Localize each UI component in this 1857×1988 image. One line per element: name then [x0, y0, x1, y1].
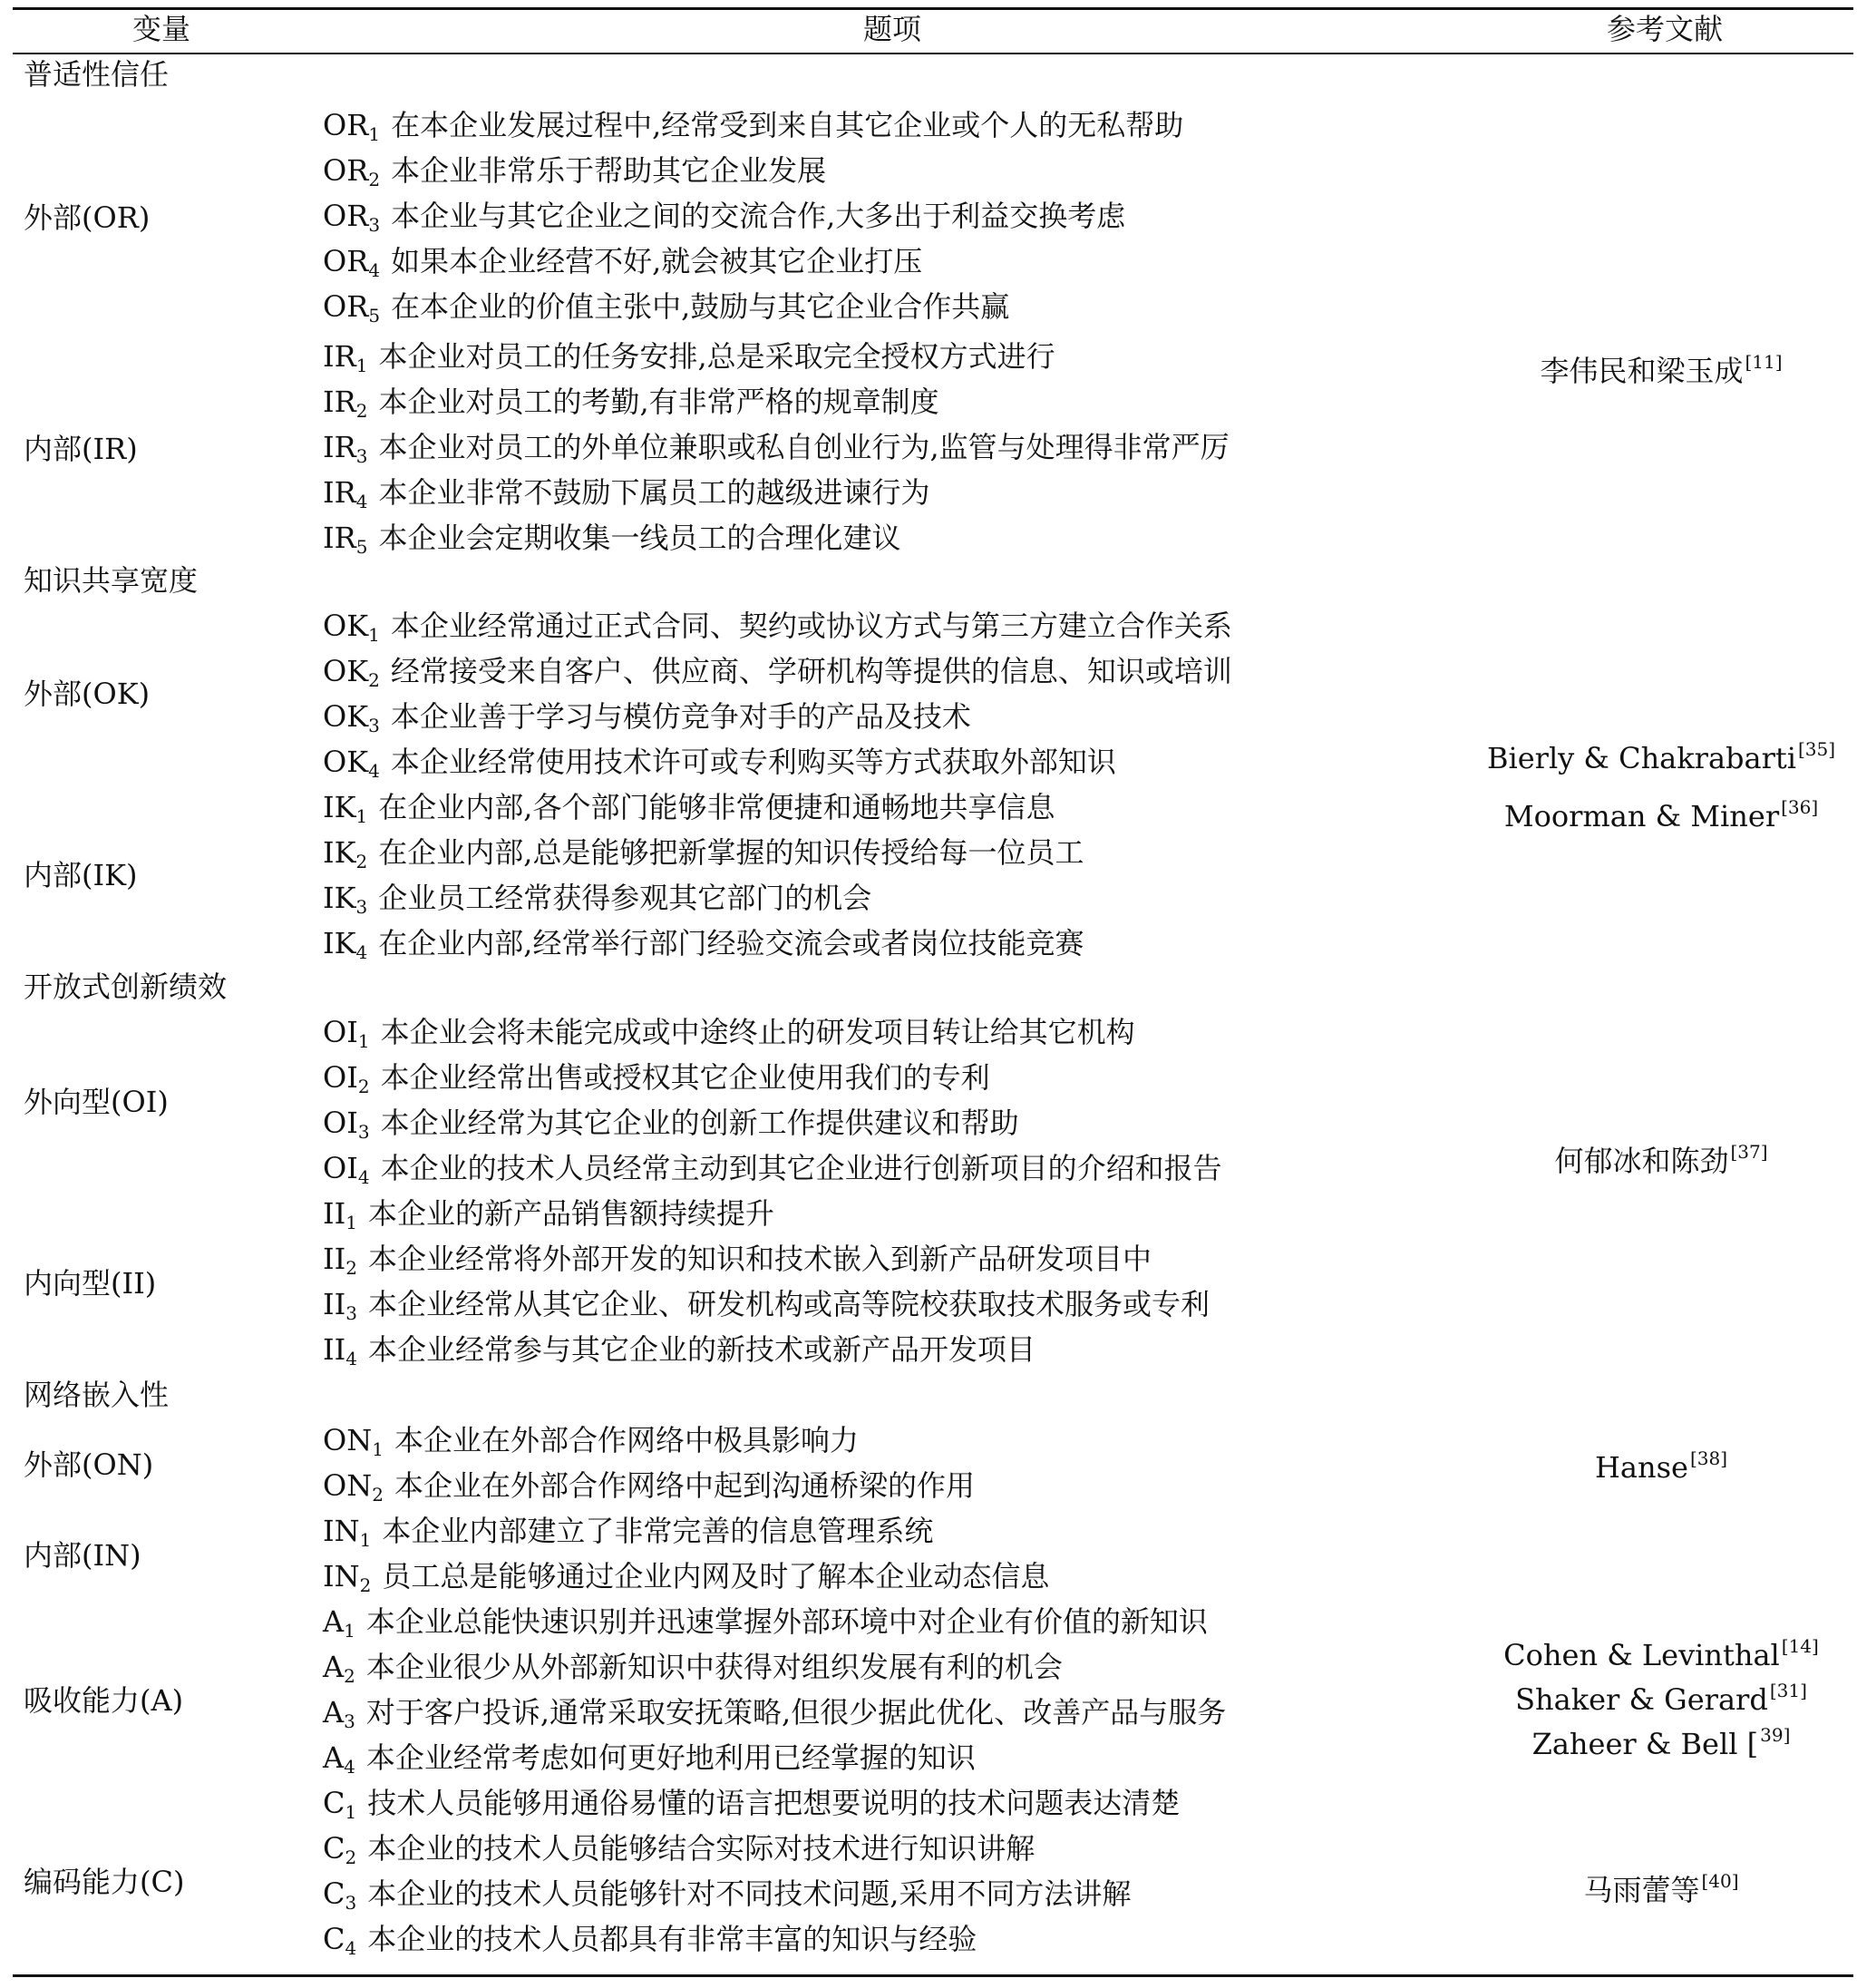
item-row	[323, 474, 929, 511]
item-text: 本企业与其它企业之间的交流合作,大多出于利益交换考虑	[391, 199, 1126, 233]
item-code-subscript: 1	[355, 805, 368, 827]
item-row	[323, 1513, 933, 1549]
item-code: A	[323, 1740, 345, 1775]
header-reference: 参考文献	[1606, 12, 1724, 46]
reference-entry	[1583, 1872, 1738, 1912]
item-code-subscript: 2	[368, 669, 380, 691]
item-code: IK	[323, 790, 356, 824]
item-code-subscript: 1	[368, 624, 380, 646]
item-code-subscript: 3	[368, 715, 380, 736]
item-text: 本企业会将未能完成或中途终止的研发项目转让给其它机构	[380, 1015, 1135, 1049]
item-code-subscript: 3	[357, 1121, 370, 1143]
item-code: OK	[323, 699, 369, 734]
item-code-subscript: 2	[345, 1257, 358, 1279]
item-code: ON	[323, 1468, 373, 1503]
item-code: OI	[323, 1015, 358, 1049]
item-row	[323, 1195, 774, 1232]
item-code: II	[323, 1332, 346, 1367]
item-code: IK	[323, 835, 356, 870]
reference-citation: 39]	[1760, 1724, 1791, 1746]
item-row	[323, 338, 1055, 375]
reference-citation: [38]	[1689, 1447, 1728, 1469]
item-code: II	[323, 1196, 346, 1231]
item-text: 本企业内部建立了非常完善的信息管理系统	[382, 1514, 934, 1548]
item-text: 本企业对员工的外单位兼职或私自创业行为,监管与处理得非常严厉	[378, 430, 1230, 464]
section-title: 知识共享宽度	[24, 563, 199, 598]
item-text: 本企业的技术人员经常主动到其它企业进行创新项目的介绍和报告	[380, 1151, 1222, 1185]
item-code: IR	[323, 385, 356, 419]
item-text: 本企业经常为其它企业的创新工作提供建议和帮助	[380, 1106, 1019, 1140]
item-code-subscript: 5	[355, 536, 368, 558]
reference-entry	[1540, 353, 1782, 393]
item-code-subscript: 4	[355, 941, 368, 963]
item-code-subscript: 4	[345, 1937, 357, 1959]
item-code: A	[323, 1695, 345, 1730]
item-code-subscript: 2	[357, 1076, 370, 1097]
item-code: A	[323, 1604, 345, 1639]
item-row	[323, 653, 1232, 689]
item-code-subscript: 4	[355, 491, 368, 512]
item-code: C	[323, 1922, 345, 1956]
item-row	[323, 1603, 1208, 1640]
reference-entry	[1487, 740, 1835, 780]
item-text: 在本企业发展过程中,经常受到来自其它企业或个人的无私帮助	[391, 108, 1184, 142]
reference-text: 马雨蕾等	[1583, 1873, 1700, 1907]
reference-entry	[1503, 1637, 1819, 1677]
item-code-subscript: 2	[372, 1484, 384, 1506]
item-code: C	[323, 1786, 345, 1820]
reference-entry	[1532, 1726, 1791, 1766]
item-code: C	[323, 1831, 345, 1866]
table-top-rule	[13, 7, 1853, 10]
item-row	[323, 384, 939, 420]
item-text: 本企业经常通过正式合同、契约或协议方式与第三方建立合作关系	[390, 609, 1232, 643]
item-row	[323, 789, 1055, 825]
item-row	[323, 744, 1116, 780]
dimension-label: 内部(IN)	[24, 1538, 141, 1573]
dimension-label: 编码能力(C)	[24, 1865, 185, 1899]
item-text: 本企业对员工的考勤,有非常严格的规章制度	[378, 385, 939, 419]
item-text: 本企业的新产品销售额持续提升	[368, 1196, 775, 1231]
reference-citation: [11]	[1745, 351, 1783, 373]
reference-entry	[1554, 1143, 1767, 1183]
reference-text: 何郁冰和陈劲	[1554, 1144, 1729, 1178]
item-text: 本企业经常使用技术许可或专利购买等方式获取外部知识	[390, 745, 1116, 779]
item-text: 在本企业的价值主张中,鼓励与其它企业合作共赢	[391, 289, 1010, 324]
item-code-subscript: 1	[359, 1529, 372, 1551]
item-code: IR	[323, 521, 356, 555]
item-text: 本企业非常乐于帮助其它企业发展	[391, 153, 827, 188]
item-code-subscript: 3	[368, 214, 381, 236]
reference-citation: [14]	[1781, 1635, 1819, 1657]
dimension-label: 内向型(II)	[24, 1266, 157, 1301]
item-code-subscript: 1	[357, 1030, 370, 1052]
header-item: 题项	[862, 12, 922, 46]
item-text: 技术人员能够用通俗易懂的语言把想要说明的技术问题表达清楚	[367, 1786, 1181, 1820]
section-title: 普适性信任	[24, 57, 170, 92]
item-row	[323, 608, 1232, 644]
item-code-subscript: 2	[355, 400, 368, 422]
reference-entry	[1515, 1681, 1807, 1721]
item-text: 本企业很少从外部新知识中获得对组织发展有利的机会	[365, 1650, 1063, 1684]
item-row	[323, 1467, 975, 1504]
item-code-subscript: 4	[368, 259, 381, 281]
item-code: A	[323, 1650, 345, 1684]
item-code: OK	[323, 609, 369, 643]
item-text: 企业员工经常获得参观其它部门的机会	[378, 881, 872, 915]
item-text: 如果本企业经营不好,就会被其它企业打压	[391, 244, 923, 278]
item-code-subscript: 1	[344, 1620, 355, 1642]
item-code: IR	[323, 430, 356, 464]
item-text: 在企业内部,总是能够把新掌握的知识传授给每一位员工	[378, 835, 1084, 870]
table-bottom-rule	[13, 1974, 1853, 1977]
item-row	[323, 107, 1183, 143]
item-code-subscript: 2	[345, 1847, 357, 1868]
dimension-label: 内部(IK)	[24, 858, 138, 892]
item-row	[323, 834, 1084, 871]
item-text: 本企业对员工的任务安排,总是采取完全授权方式进行	[378, 339, 1055, 374]
reference-citation: [35]	[1797, 738, 1836, 760]
item-code: IK	[323, 881, 356, 915]
reference-citation: [36]	[1781, 796, 1819, 818]
item-row	[323, 1830, 1035, 1866]
item-code-subscript: 3	[355, 896, 368, 918]
item-code: OK	[323, 745, 369, 779]
item-row	[323, 880, 871, 916]
item-code: OK	[323, 654, 369, 688]
item-row	[323, 1876, 1131, 1912]
item-code: II	[323, 1287, 346, 1321]
item-row	[323, 1286, 1210, 1322]
item-code: OR	[323, 289, 369, 324]
dimension-label: 外部(OR)	[24, 200, 151, 235]
item-code: II	[323, 1242, 346, 1276]
item-row	[323, 243, 922, 279]
item-code-subscript: 1	[345, 1212, 358, 1233]
item-text: 本企业的技术人员能够针对不同技术问题,采用不同方法讲解	[367, 1876, 1132, 1911]
item-code-subscript: 4	[368, 760, 380, 782]
item-code: IR	[323, 475, 356, 510]
reference-entry	[1595, 1449, 1727, 1489]
item-code-subscript: 2	[368, 169, 381, 190]
item-row	[323, 429, 1230, 465]
dimension-label: 内部(IR)	[24, 432, 138, 466]
item-text: 对于客户投诉,通常采取安抚策略,但很少据此优化、改善产品与服务	[365, 1695, 1227, 1730]
item-code-subscript: 4	[357, 1166, 370, 1188]
dimension-label: 外部(ON)	[24, 1447, 154, 1482]
item-text: 本企业经常参与其它企业的新技术或新产品开发项目	[368, 1332, 1036, 1367]
item-row	[323, 1241, 1152, 1277]
reference-citation: [37]	[1730, 1141, 1768, 1163]
reference-citation: [31]	[1769, 1680, 1807, 1701]
header-variable: 变量	[131, 12, 191, 46]
item-code-subscript: 4	[345, 1348, 358, 1369]
item-text: 本企业会定期收集一线员工的合理化建议	[378, 521, 901, 555]
item-row	[323, 288, 1009, 325]
item-text: 在企业内部,经常举行部门经验交流会或者岗位技能竞赛	[378, 926, 1084, 960]
item-text: 本企业经常从其它企业、研发机构或高等院校获取技术服务或专利	[368, 1287, 1210, 1321]
item-text: 本企业经常出售或授权其它企业使用我们的专利	[380, 1060, 990, 1095]
item-code: IR	[323, 339, 356, 374]
item-code: ON	[323, 1423, 373, 1457]
item-row	[323, 1785, 1180, 1821]
section-title: 网络嵌入性	[24, 1378, 170, 1412]
item-code: OI	[323, 1060, 358, 1095]
item-code: OR	[323, 153, 369, 188]
item-text: 本企业在外部合作网络中极具影响力	[394, 1423, 859, 1457]
item-code-subscript: 1	[355, 355, 368, 376]
reference-text: Cohen & Levinthal	[1503, 1638, 1780, 1672]
table-header-rule	[13, 53, 1853, 54]
dimension-label: 外向型(OI)	[24, 1085, 169, 1119]
item-row	[323, 1422, 859, 1458]
item-row	[323, 1694, 1226, 1730]
reference-text: Moorman & Miner	[1503, 799, 1780, 833]
item-text: 本企业在外部合作网络中起到沟通桥梁的作用	[394, 1468, 975, 1503]
item-code-subscript: 3	[345, 1302, 358, 1324]
item-code: OI	[323, 1106, 358, 1140]
item-code: IK	[323, 926, 356, 960]
item-text: 本企业总能快速识别并迅速掌握外部环境中对企业有价值的新知识	[365, 1604, 1208, 1639]
item-code-subscript: 4	[344, 1756, 355, 1778]
item-row	[323, 1059, 990, 1096]
item-text: 员工总是能够通过企业内网及时了解本企业动态信息	[382, 1559, 1050, 1593]
item-row	[323, 1105, 1019, 1141]
item-code-subscript: 1	[368, 123, 381, 145]
reference-text: Hanse	[1594, 1450, 1688, 1485]
item-code: OR	[323, 108, 369, 142]
reference-text: Zaheer & Bell [	[1531, 1727, 1759, 1761]
item-code-subscript: 3	[345, 1892, 357, 1914]
item-code-subscript: 1	[345, 1801, 357, 1823]
item-code-subscript: 2	[344, 1665, 355, 1687]
item-row	[323, 1014, 1135, 1050]
item-code-subscript: 1	[372, 1438, 384, 1460]
item-code: C	[323, 1876, 345, 1911]
item-row	[323, 1649, 1063, 1685]
item-text: 本企业善于学习与模仿竞争对手的产品及技术	[390, 699, 971, 734]
item-code: OR	[323, 244, 369, 278]
item-code: OR	[323, 199, 369, 233]
item-row	[323, 1921, 977, 1957]
item-row	[323, 198, 1125, 234]
item-code: IN	[323, 1559, 360, 1593]
item-text: 经常接受来自客户、供应商、学研机构等提供的信息、知识或培训	[390, 654, 1232, 688]
item-row	[323, 698, 971, 735]
item-row	[323, 925, 1084, 961]
item-text: 本企业的技术人员都具有非常丰富的知识与经验	[367, 1922, 977, 1956]
item-text: 本企业的技术人员能够结合实际对技术进行知识讲解	[367, 1831, 1035, 1866]
item-row	[323, 1740, 976, 1776]
item-code-subscript: 5	[368, 305, 381, 326]
reference-text: Bierly & Chakrabarti	[1486, 741, 1796, 775]
item-row	[323, 1150, 1222, 1186]
section-title: 开放式创新绩效	[24, 970, 228, 1004]
item-text: 本企业非常不鼓励下属员工的越级进谏行为	[378, 475, 930, 510]
reference-citation: [40]	[1701, 1870, 1739, 1892]
item-code-subscript: 2	[355, 851, 368, 872]
item-code: OI	[323, 1151, 358, 1185]
reference-entry	[1504, 798, 1818, 838]
item-code-subscript: 3	[344, 1710, 355, 1732]
dimension-label: 吸收能力(A)	[24, 1683, 184, 1718]
item-text: 本企业经常考虑如何更好地利用已经掌握的知识	[365, 1740, 976, 1775]
item-code-subscript: 3	[355, 445, 368, 467]
reference-text: 李伟民和梁玉成	[1540, 354, 1744, 388]
dimension-label: 外部(OK)	[24, 677, 151, 711]
item-row	[323, 1558, 1049, 1594]
item-code-subscript: 2	[359, 1574, 372, 1596]
item-code: IN	[323, 1514, 360, 1548]
item-row	[323, 1331, 1035, 1368]
item-text: 本企业经常将外部开发的知识和技术嵌入到新产品研发项目中	[368, 1242, 1152, 1276]
item-row	[323, 152, 826, 189]
item-text: 在企业内部,各个部门能够非常便捷和通畅地共享信息	[378, 790, 1055, 824]
reference-text: Shaker & Gerard	[1515, 1682, 1768, 1717]
item-row	[323, 520, 900, 556]
